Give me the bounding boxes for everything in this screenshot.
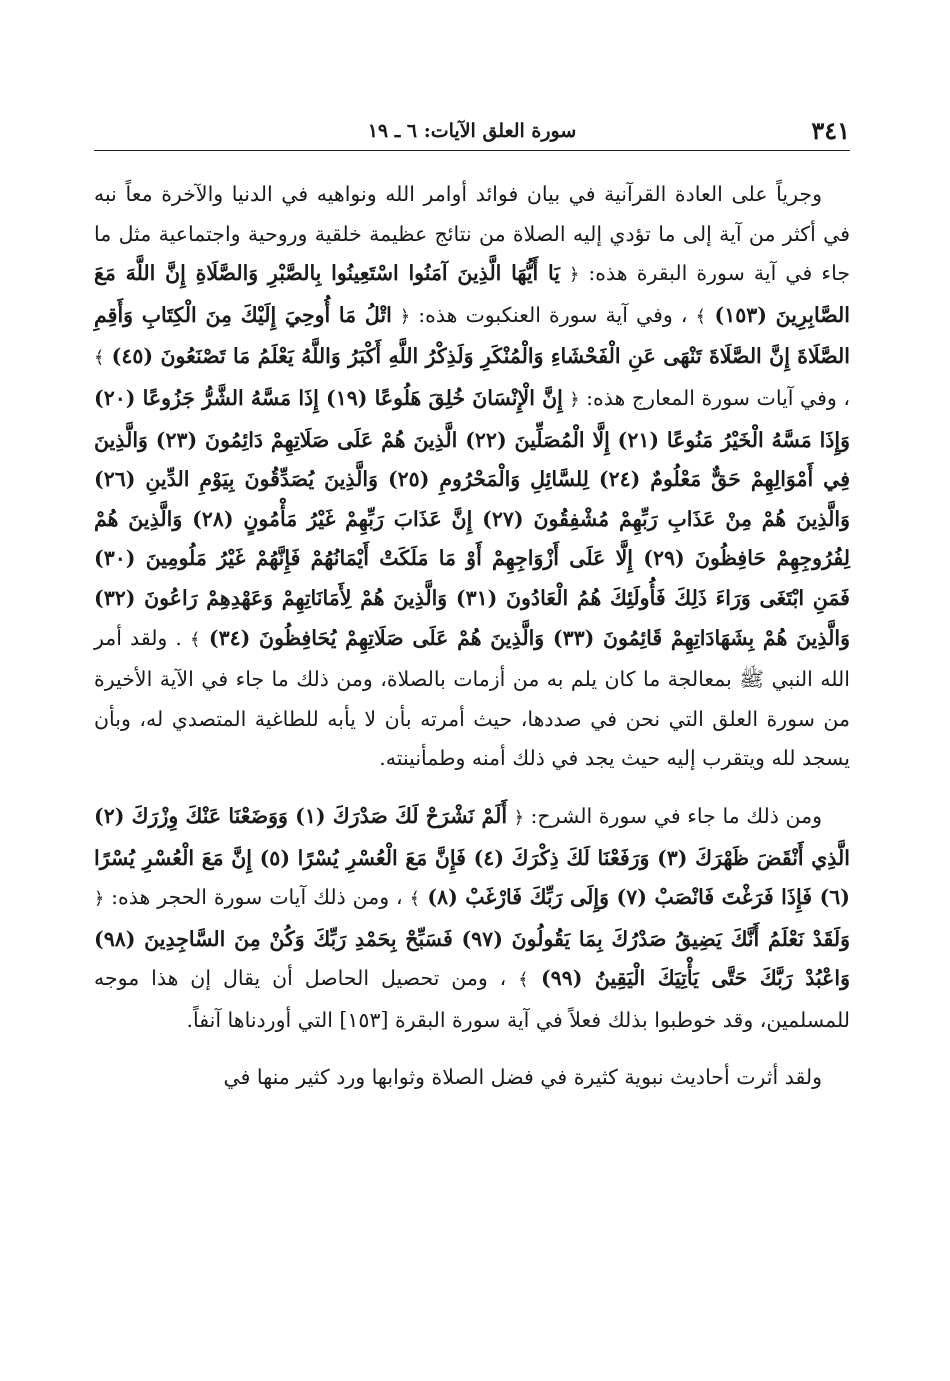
prose-text: ، ومن تحصيل الحاصل أن يقال إن هذا موجه للمسلمين، وقد خوطبوا بذلك فعلاً في آية سورة البقرة [١٥٣] التي أوردناها آنفاً. <box>94 966 850 1032</box>
body-text <box>94 175 850 1098</box>
prose-text: وجرياً على العادة القرآنية في بيان فوائد أوامر الله ونواهيه في الدنيا والآخرة معاً نبه في أكثر من آية إلى ما تؤدي إليه الصلاة من نتائج عظيمة خلقية وروحية واجتماعية مثل ما جاء في آية سورة البقرة هذه: <box>94 182 850 286</box>
running-title: سورة العلق الآيات: ٦ ـ ١٩ <box>367 120 577 142</box>
ornate-bracket-close-icon: ﴾ <box>695 306 706 327</box>
ornate-bracket-close-icon: ﴾ <box>518 970 529 991</box>
paragraph-3 <box>94 1058 850 1098</box>
ornate-bracket-open-icon: ﴿ <box>513 807 524 828</box>
quran-verses-maarij-19-34: إِنَّ الْإِنْسَانَ خُلِقَ هَلُوعًا (١٩) إِذَا مَسَّهُ الشَّرُّ جَزُوعًا (٢٠) وَإِذَا مَسَّهُ الْخَيْرُ مَنُوعًا (٢١) إِلَّا الْمُصَلِّينَ (٢٢) الَّذِينَ هُمْ عَلَى صَلَاتِهِمْ دَائِمُونَ (٢٣) وَالَّذِينَ فِي أَمْوَالِهِمْ حَقٌّ مَعْلُومٌ (٢٤) لِلسَّائِلِ وَالْمَحْرُومِ (٢٥) وَالَّذِينَ يُصَدِّقُونَ بِيَوْمِ الدِّينِ (٢٦) وَالَّذِينَ هُمْ مِنْ عَذَابِ رَبِّهِمْ مُشْفِقُونَ (٢٧) إِنَّ عَذَابَ رَبِّهِمْ غَيْرُ مَأْمُونٍ (٢٨) وَالَّذِينَ هُمْ لِفُرُوجِهِمْ حَافِظُونَ (٢٩) إِلَّا عَلَى أَزْوَاجِهِمْ أَوْ مَا مَلَكَتْ أَيْمَانُهُمْ فَإِنَّهُمْ غَيْرُ مَلُومِينَ (٣٠) فَمَنِ ابْتَغَى وَرَاءَ ذَلِكَ فَأُولَئِكَ هُمُ الْعَادُونَ (٣١) وَالَّذِينَ هُمْ لِأَمَانَاتِهِمْ وَعَهْدِهِمْ رَاعُونَ (٣٢) وَالَّذِينَ هُمْ بِشَهَادَاتِهِمْ قَائِمُونَ (٣٣) وَالَّذِينَ هُمْ عَلَى صَلَاتِهِمْ يُحَافِظُونَ (٣٤) <box>94 385 851 650</box>
prose-text: . ولقد أمر الله النبي ﷺ بمعالجة ما كان يلم به من أزمات بالصلاة، ومن ذلك ما جاء في الآية الأخيرة من سورة العلق التي نحن في صددها، حيث أمرته بأن لا يأبه للطاغية المتصدي له، وبأن يسجد لله ويتقرب إليه حيث يجد في ذلك أمنه وطمأنينته. <box>94 625 850 771</box>
quran-verse-ankabut-45: اتْلُ مَا أُوحِيَ إِلَيْكَ مِنَ الْكِتَابِ وَأَقِمِ الصَّلَاةَ إِنَّ الصَّلَاةَ تَنْهَى عَنِ الْفَحْشَاءِ وَالْمُنْكَرِ وَلَذِكْرُ اللَّهِ أَكْبَرُ وَاللَّهُ يَعْلَمُ مَا تَصْنَعُونَ (٤٥) <box>94 302 850 369</box>
ornate-bracket-open-icon: ﴿ <box>94 889 105 910</box>
quran-verse-baqarah-153: يَا أَيُّهَا الَّذِينَ آمَنُوا اسْتَعِينُوا بِالصَّبْرِ وَالصَّلَاةِ إِنَّ اللَّهَ مَعَ الصَّابِرِينَ (١٥٣) <box>94 261 850 327</box>
prose-text: ، وفي آية سورة العنكبوت هذه: <box>410 302 688 327</box>
prose-text: ولقد أثرت أحاديث نبوية كثيرة في فضل الصلاة وثوابها ورد كثير منها في <box>223 1065 822 1090</box>
quran-verses-hijr-97-99: وَلَقَدْ نَعْلَمُ أَنَّكَ يَضِيقُ صَدْرُكَ بِمَا يَقُولُونَ (٩٧) فَسَبِّحْ بِحَمْدِ رَبِّكَ وَكُنْ مِنَ السَّاجِدِينَ (٩٨) وَاعْبُدْ رَبَّكَ حَتَّى يَأْتِيَكَ الْيَقِينُ (٩٩) <box>94 926 850 991</box>
book-page <box>94 108 850 1098</box>
ornate-bracket-open-icon: ﴿ <box>569 265 580 286</box>
paragraph-2 <box>94 797 850 1041</box>
page-header <box>94 108 850 151</box>
paragraph-1 <box>94 175 850 779</box>
prose-text: ومن ذلك ما جاء في سورة الشرح: <box>523 803 823 828</box>
ornate-bracket-close-icon: ﴾ <box>94 348 105 369</box>
prose-text: ، وفي آيات سورة المعارج هذه: <box>579 385 850 410</box>
quran-verses-sharh-1-8: أَلَمْ نَشْرَحْ لَكَ صَدْرَكَ (١) وَوَضَعْنَا عَنْكَ وِزْرَكَ (٢) الَّذِي أَنْقَضَ ظَهْرَكَ (٣) وَرَفَعْنَا لَكَ ذِكْرَكَ (٤) فَإِنَّ مَعَ الْعُسْرِ يُسْرًا (٥) إِنَّ مَعَ الْعُسْرِ يُسْرًا (٦) فَإِذَا فَرَغْتَ فَانْصَبْ (٧) وَإِلَى رَبِّكَ فَارْغَبْ (٨) <box>94 803 850 910</box>
ornate-bracket-open-icon: ﴿ <box>569 389 580 410</box>
page-number: ٣٤١ <box>811 116 850 145</box>
prose-text: ، ومن ذلك آيات سورة الحجر هذه: <box>104 885 403 910</box>
ornate-bracket-close-icon: ﴾ <box>409 889 420 910</box>
ornate-bracket-open-icon: ﴿ <box>399 306 411 327</box>
ornate-bracket-close-icon: ﴾ <box>190 629 201 650</box>
